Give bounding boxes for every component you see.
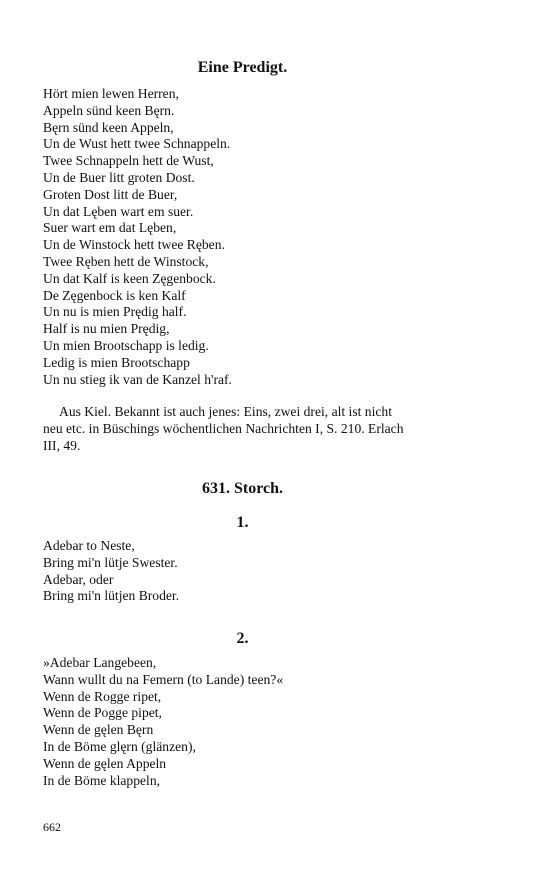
poem-line: Half is nu mien Prędig, <box>43 321 170 337</box>
storch-poem-1 <box>43 538 179 605</box>
poem-line: De Zęgenbock is ken Kalf <box>43 287 186 303</box>
poem-line: Un nu is mien Prędig half. <box>43 304 187 320</box>
page-number: 662 <box>43 820 61 834</box>
poem-line: Twee Schnappeln hett de Wust, <box>43 153 214 169</box>
section-number: 2. <box>236 630 249 647</box>
poem-line: Un de Wust hett twee Schnappeln. <box>43 136 231 152</box>
poem-line: Wenn de Rogge ripet, <box>43 688 162 704</box>
poem-line: Ledig is mien Brootschapp <box>43 354 190 370</box>
storch-title: 631. Storch. <box>201 480 284 497</box>
poem-line: Suer wart em dat Lęben, <box>43 220 177 236</box>
poem-line: In de Böme klappeln, <box>43 772 161 788</box>
poem-line: Un de Buer litt groten Dost. <box>43 169 195 185</box>
poem-line: Un de Winstock hett twee Ręben. <box>43 237 225 253</box>
poem-line: Wenn de Pogge pipet, <box>43 705 162 721</box>
poem-line: Hört mien lewen Herren, <box>43 86 179 101</box>
poem-line: Un dat Lęben wart em suer. <box>43 203 194 219</box>
poem-line: Wann wullt du na Femern (to Lande) teen?« <box>43 671 284 687</box>
poem-line: Un nu stieg ik van de Kanzel h'raf. <box>43 371 232 387</box>
note-line: neu etc. in Büschings wöchentlichen Nachrichten I, S. 210. Erlach <box>43 421 404 436</box>
poem-line: Bring mi'n lütje Swester. <box>43 554 178 570</box>
poem-line: Adebar to Neste, <box>43 538 135 553</box>
poem-line: Un dat Kalf is keen Zęgenbock. <box>43 270 216 286</box>
predigt-poem <box>43 86 232 388</box>
predigt-note <box>43 403 443 454</box>
poem-line: Bęrn sünd keen Appeln, <box>43 119 174 135</box>
poem-line: Appeln sünd keen Bęrn. <box>43 102 175 118</box>
poem-line: Adebar, oder <box>43 571 114 587</box>
poem-line: In de Böme glęrn (glänzen), <box>43 738 196 754</box>
poem-line: Wenn de gęlen Bęrn <box>43 722 154 738</box>
predigt-title: Eine Predigt. <box>197 59 288 76</box>
note-line: Aus Kiel. Bekannt ist auch jenes: Eins, zwei drei, alt ist nicht <box>59 404 392 419</box>
poem-line: Un mien Brootschapp is ledig. <box>43 337 209 353</box>
poem-line: »Adebar Langebeen, <box>43 655 157 670</box>
poem-line: Wenn de gęlen Appeln <box>43 755 167 771</box>
poem-line: Bring mi'n lütjen Broder. <box>43 588 180 604</box>
poem-line: Groten Dost litt de Buer, <box>43 186 178 202</box>
poem-line: Twee Ręben hett de Winstock, <box>43 253 209 269</box>
storch-poem-2 <box>43 655 283 789</box>
note-line: III, 49. <box>43 438 81 453</box>
section-number: 1. <box>236 514 249 531</box>
